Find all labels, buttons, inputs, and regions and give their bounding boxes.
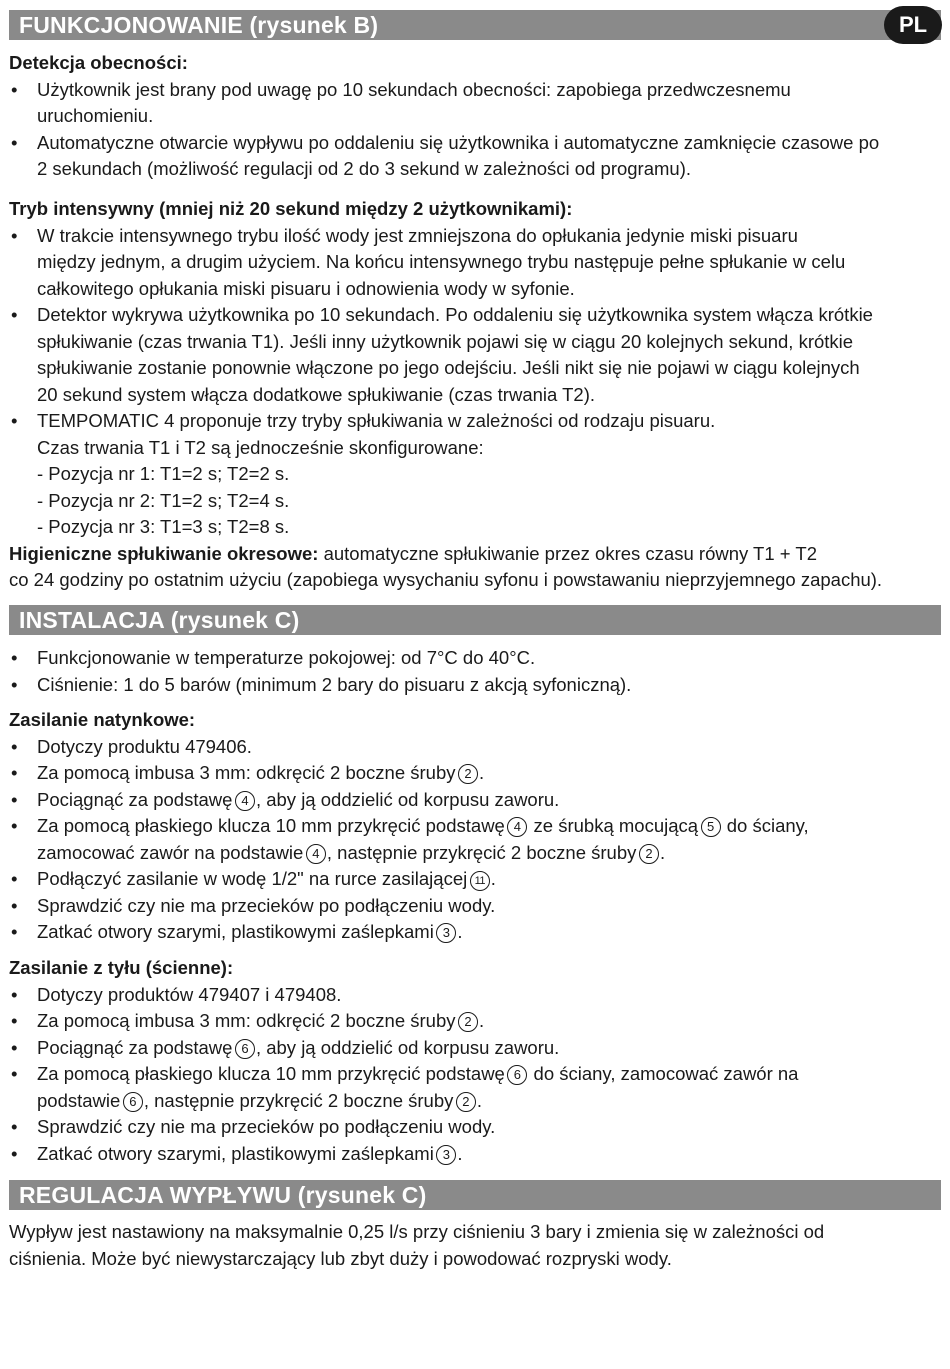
text-run: podstawie	[37, 1089, 121, 1111]
flow-adjustment-body	[9, 1219, 943, 1272]
ref-number-11: 11	[470, 871, 490, 891]
text-line: uruchomieniu.	[37, 105, 154, 126]
list-item: • Sprawdzić czy nie ma przecieków po podłączeniu wody.	[9, 893, 943, 920]
list-item: • Funkcjonowanie w temperaturze pokojowej: od 7°C do 40°C.	[9, 645, 943, 672]
hygiene-paragraph	[9, 541, 943, 594]
text-line: 20 sekund system włącza dodatkowe spłukiwanie (czas trwania T2).	[37, 383, 595, 405]
text-line: • W trakcie intensywnego trybu ilość wody jest zmniejszona do opłukania jedynie miski pisuaru	[37, 224, 798, 246]
section-header-flow-adjustment	[9, 1180, 941, 1210]
text-line	[37, 1061, 943, 1088]
list-item	[9, 302, 943, 408]
list-item	[9, 866, 943, 893]
text-run: ze śrubką mocującą	[528, 815, 699, 836]
list-item	[9, 130, 943, 183]
section-functioning-body	[9, 50, 943, 183]
section-title: INSTALACJA (rysunek C)	[19, 607, 300, 633]
list-item	[9, 1061, 943, 1114]
text-run: do ściany,	[721, 815, 809, 836]
ref-number-6: 6	[123, 1092, 143, 1112]
section-header-installation	[9, 605, 941, 635]
text-line: całkowitego opłukania miski pisuaru i odnowienia wody w syfonie.	[37, 277, 575, 299]
list-item	[9, 813, 943, 866]
text-line: • TEMPOMATIC 4 proponuje trzy tryby spłukiwania w zależności od rodzaju pisuaru.	[37, 410, 716, 431]
text-run: Za pomocą płaskiego klucza 10 mm przykręcić podstawę	[37, 815, 505, 836]
text-run: do ściany, zamocować zawór na	[528, 1063, 799, 1084]
back-heading: Zasilanie z tyłu (ścienne):	[9, 957, 234, 978]
ref-number-4: 4	[306, 844, 326, 864]
list-item: • Ciśnienie: 1 do 5 barów (minimum 2 bary do pisuaru z akcją syfoniczną).	[9, 672, 943, 699]
ref-number-3: 3	[436, 1145, 456, 1165]
text-line: spłukiwanie (czas trwania T1). Jeśli inny użytkownik pojawi się w ciągu 20 kolejnych sekund, krótkie	[37, 330, 854, 352]
list-item	[9, 223, 943, 303]
text-run: , następnie przykręcić 2 boczne śruby	[326, 841, 637, 863]
text-run: , następnie przykręcić 2 boczne śruby	[143, 1089, 454, 1111]
text-run: .	[479, 1010, 485, 1031]
text-line: - Pozycja nr 2: T1=2 s; T2=4 s.	[37, 489, 290, 511]
text-run: Za pomocą płaskiego klucza 10 mm przykręcić podstawę	[37, 1063, 505, 1084]
text-line: • Automatyczne otwarcie wypływu po oddaleniu się użytkownika i automatyczne zamknięcie czasowe po	[37, 131, 880, 153]
text-line: między jednym, a drugim użyciem. Na końcu intensywnego trybu następuje pełne spłukanie w celu	[37, 251, 846, 272]
list-item: • Dotyczy produktów 479407 i 479408.	[9, 982, 943, 1009]
ref-number-2: 2	[458, 764, 478, 784]
ref-number-2: 2	[639, 844, 659, 864]
text-run: .	[476, 1089, 483, 1111]
list-item	[9, 77, 943, 130]
presence-heading: Detekcja obecności:	[9, 52, 188, 73]
text-run: Zatkać otwory szarymi, plastikowymi zaślepkami	[37, 1142, 434, 1164]
text-run: .	[479, 762, 485, 783]
list-item	[9, 408, 943, 541]
text-line: - Pozycja nr 1: T1=2 s; T2=2 s.	[37, 463, 290, 484]
text-line: spłukiwanie zostanie ponownie włączone po jego odejściu. Jeśli nikt się nie pojawi w ciągu kolejnych	[37, 357, 860, 378]
text-run: , aby ją oddzielić od korpusu zaworu.	[255, 788, 560, 810]
list-item	[9, 1141, 943, 1168]
text-run: Za pomocą imbusa 3 mm: odkręcić 2 boczne śruby	[37, 1010, 456, 1031]
intense-heading: Tryb intensywny (mniej niż 20 sekund między 2 użytkownikami):	[9, 198, 573, 219]
back-supply-block	[9, 955, 943, 1167]
text-line: co 24 godziny po ostatnim użyciu (zapobiega wysychaniu syfonu i powstawaniu nieprzyjemnego zapachu).	[9, 569, 883, 590]
text-line: Czas trwania T1 i T2 są jednocześnie skonfigurowane:	[37, 436, 484, 458]
ref-number-6: 6	[235, 1039, 255, 1059]
ref-number-4: 4	[235, 791, 255, 811]
text-line: Wypływ jest nastawiony na maksymalnie 0,25 l/s przy ciśnieniu 3 bary i zmienia się w zależności od	[9, 1221, 825, 1242]
list-item	[9, 760, 943, 787]
text-run: .	[659, 841, 666, 863]
hygiene-label: Higieniczne spłukiwanie okresowe:	[9, 542, 319, 564]
section-title: REGULACJA WYPŁYWU (rysunek C)	[19, 1182, 427, 1208]
installation-general	[9, 645, 943, 698]
ref-number-2: 2	[456, 1092, 476, 1112]
text-run: Pociągnąć za podstawę	[37, 1036, 233, 1058]
list-item: • Sprawdzić czy nie ma przecieków po podłączeniu wody.	[9, 1114, 943, 1141]
ref-number-2: 2	[458, 1012, 478, 1032]
ref-number-6: 6	[507, 1065, 527, 1085]
list-item	[9, 787, 943, 814]
text-run: Zatkać otwory szarymi, plastikowymi zaślepkami	[37, 921, 434, 942]
text-line: • Użytkownik jest brany pod uwagę po 10 sekundach obecności: zapobiega przedwczesnemu	[37, 78, 791, 100]
text-run: .	[457, 1142, 463, 1164]
text-run: , aby ją oddzielić od korpusu zaworu.	[255, 1036, 560, 1058]
intense-mode-block	[9, 196, 943, 594]
text-line: • Detektor wykrywa użytkownika po 10 sekundach. Po oddaleniu się użytkownika system włącza krótkie	[37, 304, 873, 325]
list-item	[9, 1035, 943, 1062]
text-run: .	[457, 921, 463, 942]
text-line	[9, 541, 943, 568]
ref-number-3: 3	[436, 923, 456, 943]
list-item: • Dotyczy produktu 479406.	[9, 734, 943, 761]
text-line	[37, 840, 943, 867]
ref-number-4: 4	[507, 817, 527, 837]
text-run: Podłączyć zasilanie w wodę 1/2" na rurce zasilającej	[37, 868, 468, 889]
text-run: .	[490, 868, 496, 889]
text-line	[37, 1088, 943, 1115]
text-line	[37, 813, 943, 840]
section-title: FUNKCJONOWANIE (rysunek B)	[19, 12, 379, 38]
text-run: Za pomocą imbusa 3 mm: odkręcić 2 boczne śruby	[37, 762, 456, 783]
ref-number-5: 5	[701, 817, 721, 837]
text-run: Pociągnąć za podstawę	[37, 788, 233, 810]
surface-heading: Zasilanie natynkowe:	[9, 709, 196, 730]
list-item	[9, 1008, 943, 1035]
hygiene-text: automatyczne spłukiwanie przez okres czasu równy T1 + T2	[318, 542, 817, 564]
language-badge: PL	[884, 6, 942, 44]
text-line: - Pozycja nr 3: T1=3 s; T2=8 s.	[37, 516, 290, 537]
surface-supply-block	[9, 707, 943, 946]
list-item	[9, 919, 943, 946]
text-line: 2 sekundach (możliwość regulacji od 2 do 3 sekund w zależności od programu).	[37, 158, 692, 179]
section-header-functioning	[9, 10, 941, 40]
text-line: ciśnienia. Może być niewystarczający lub zbyt duży i powodować rozpryski wody.	[9, 1247, 672, 1269]
text-run: zamocować zawór na podstawie	[37, 841, 304, 863]
